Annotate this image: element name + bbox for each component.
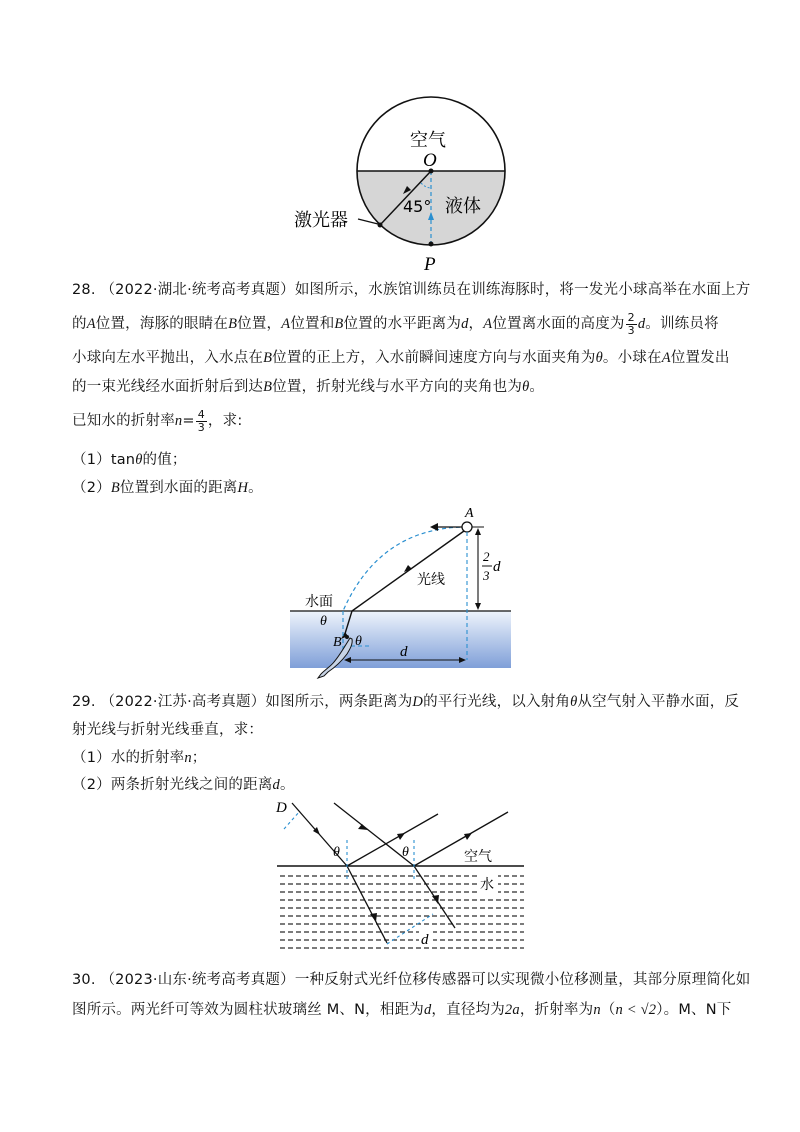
fig29-d-label: d [421,932,429,948]
text: 的一束光线经水面折射后到达 [72,379,264,395]
frac-den: 3 [197,420,205,434]
text: 位置离水面的高度为 [492,316,625,332]
fig28-theta-2: θ [355,634,362,649]
equals: = [182,413,195,429]
p-label: P [424,254,436,275]
text: 位置，折射光线与水平方向的夹角也为 [272,379,523,395]
q28-line-2 [72,311,732,337]
q28-line-1 [72,277,751,303]
text: （1）水的折射率 [72,750,185,766]
q28-line-3 [72,345,732,371]
text: （1）tan [72,452,136,468]
q30-line-2 [72,997,732,1023]
q28-subq-2 [72,475,732,501]
text: ，折射率为 [519,1002,594,1018]
figure-27-diagram [280,95,530,275]
text: 的值； [142,452,187,468]
var-d: d [637,316,646,332]
condition: n < √2 [615,1002,657,1018]
text: 射光线与折射光线垂直，求： [72,722,264,738]
fig28-d-label: d [400,644,408,660]
text: 。 [248,480,263,496]
q28-source: （2022·湖北·统考高考真题） [100,282,295,298]
var-theta: θ [570,694,578,710]
fraction-four-thirds [196,409,207,434]
var-theta: θ [522,379,530,395]
var-d-cap: D [412,694,424,710]
fig29-theta-1: θ [333,845,340,860]
var-a: A [86,316,96,332]
q29-number: 29. [72,694,96,710]
fig28-theta-1: θ [320,614,327,629]
var-b: B [263,379,273,395]
figure-28-diagram [285,500,525,685]
text: 。训练员将 [645,316,719,332]
height-dim-bottom-arrow [475,603,481,610]
var-n: n [184,750,192,766]
text: 从空气射入平静水面，反 [577,694,740,710]
frac-num: 4 [197,407,205,421]
fig28-ray-label: 光线 [417,572,445,588]
text: ）。M、N下 [656,1002,732,1018]
figure-29-diagram [270,795,535,960]
text: （2）两条折射光线之间的距离 [72,777,273,793]
text: ； [191,750,207,766]
text: 位置发出 [670,350,730,366]
fig28-height-d: d [493,559,501,575]
fraction-two-thirds [626,312,637,337]
text: 图所示。两光纤可等效为圆柱状玻璃丝 M、N，相距为 [72,1002,424,1018]
var-2a: 2a [504,1002,520,1018]
fig29-theta-2: θ [402,845,409,860]
q29-source: （2022·江苏·高考真题） [100,694,266,710]
fig28-frac-num: 2 [483,549,490,564]
var-d: d [461,316,469,332]
text: 。 [279,777,295,793]
liquid-label: 液体 [445,196,481,217]
var-theta: θ [135,452,143,468]
text: 一种反射式光纤位移传感器可以实现微小位移测量，其部分原理简化如 [294,972,751,988]
text: ，求: [207,413,243,429]
text: 如图所示，两条距离为 [265,694,413,710]
text: 位置，海豚的眼睛在 [95,316,229,332]
var-n: n [174,413,183,429]
fig28-a-label: A [465,506,474,521]
text: ， [468,316,484,332]
q29-line-1 [72,689,740,715]
text: 位置的正上方，入水前瞬间速度方向与水面夹角为 [272,350,596,366]
fig29-d-cap-label: D [276,800,287,816]
q28-subq-1 [72,447,732,473]
text: 已知水的折射率 [72,413,175,429]
var-a: A [281,316,291,332]
angle-label: 45° [403,197,432,216]
text: 小球向左水平抛出，入水点在 [72,350,264,366]
var-b: B [263,350,273,366]
fig28-b-label: B [333,635,342,650]
laser-source [378,223,383,228]
var-n: n [593,1002,601,1018]
var-h: H [237,480,249,496]
reflected-ray-1 [347,814,438,866]
q28-number: 28. [72,282,96,298]
text: 位置的水平距离为 [343,316,462,332]
var-d: d [423,1002,432,1018]
text: 位置到水面的距离 [119,480,238,496]
text: 的 [72,316,87,332]
incident-arrow-2 [358,824,368,830]
light-ray-incident [352,531,464,611]
var-d: d [272,777,280,793]
var-a: A [483,316,493,332]
frac-num: 2 [627,310,635,324]
text: 位置和 [290,316,335,332]
ball-trajectory [343,527,467,611]
frac-den: 3 [627,323,635,337]
throw-arrowhead [430,523,438,531]
fig29-water-label: 水 [480,877,494,893]
var-b: B [228,316,238,332]
text: 。 [529,379,545,395]
point-p [429,242,434,247]
point-b [345,635,349,639]
laser-label: 激光器 [294,210,348,231]
fig28-surface-label: 水面 [305,594,333,610]
fig29-air-label: 空气 [464,849,492,865]
q28-line-4 [72,374,732,400]
height-dim-top-arrow [475,528,481,535]
var-b: B [334,316,344,332]
q28-line-5 [72,408,732,434]
text: （2） [72,480,111,496]
o-label: O [423,150,437,171]
var-a: A [661,350,671,366]
q28-text-1: 如图所示，水族馆训练员在训练海豚时，将一发光小球高举在水面上方 [294,282,751,298]
var-b: B [110,480,120,496]
q30-source: （2023·山东·统考高考真题） [100,972,295,988]
var-theta: θ [595,350,603,366]
q30-line-1 [72,967,751,993]
q29-subq-1 [72,745,732,771]
text: （ [600,1002,616,1018]
fig28-frac-den: 3 [483,568,490,583]
air-label: 空气 [410,130,446,151]
text: 位置， [237,316,282,332]
text: ，直径均为 [431,1002,505,1018]
q30-number: 30. [72,972,96,988]
text: 的平行光线，以入射角 [423,694,571,710]
text: 。小球在 [602,350,662,366]
q29-line-2 [72,717,732,743]
